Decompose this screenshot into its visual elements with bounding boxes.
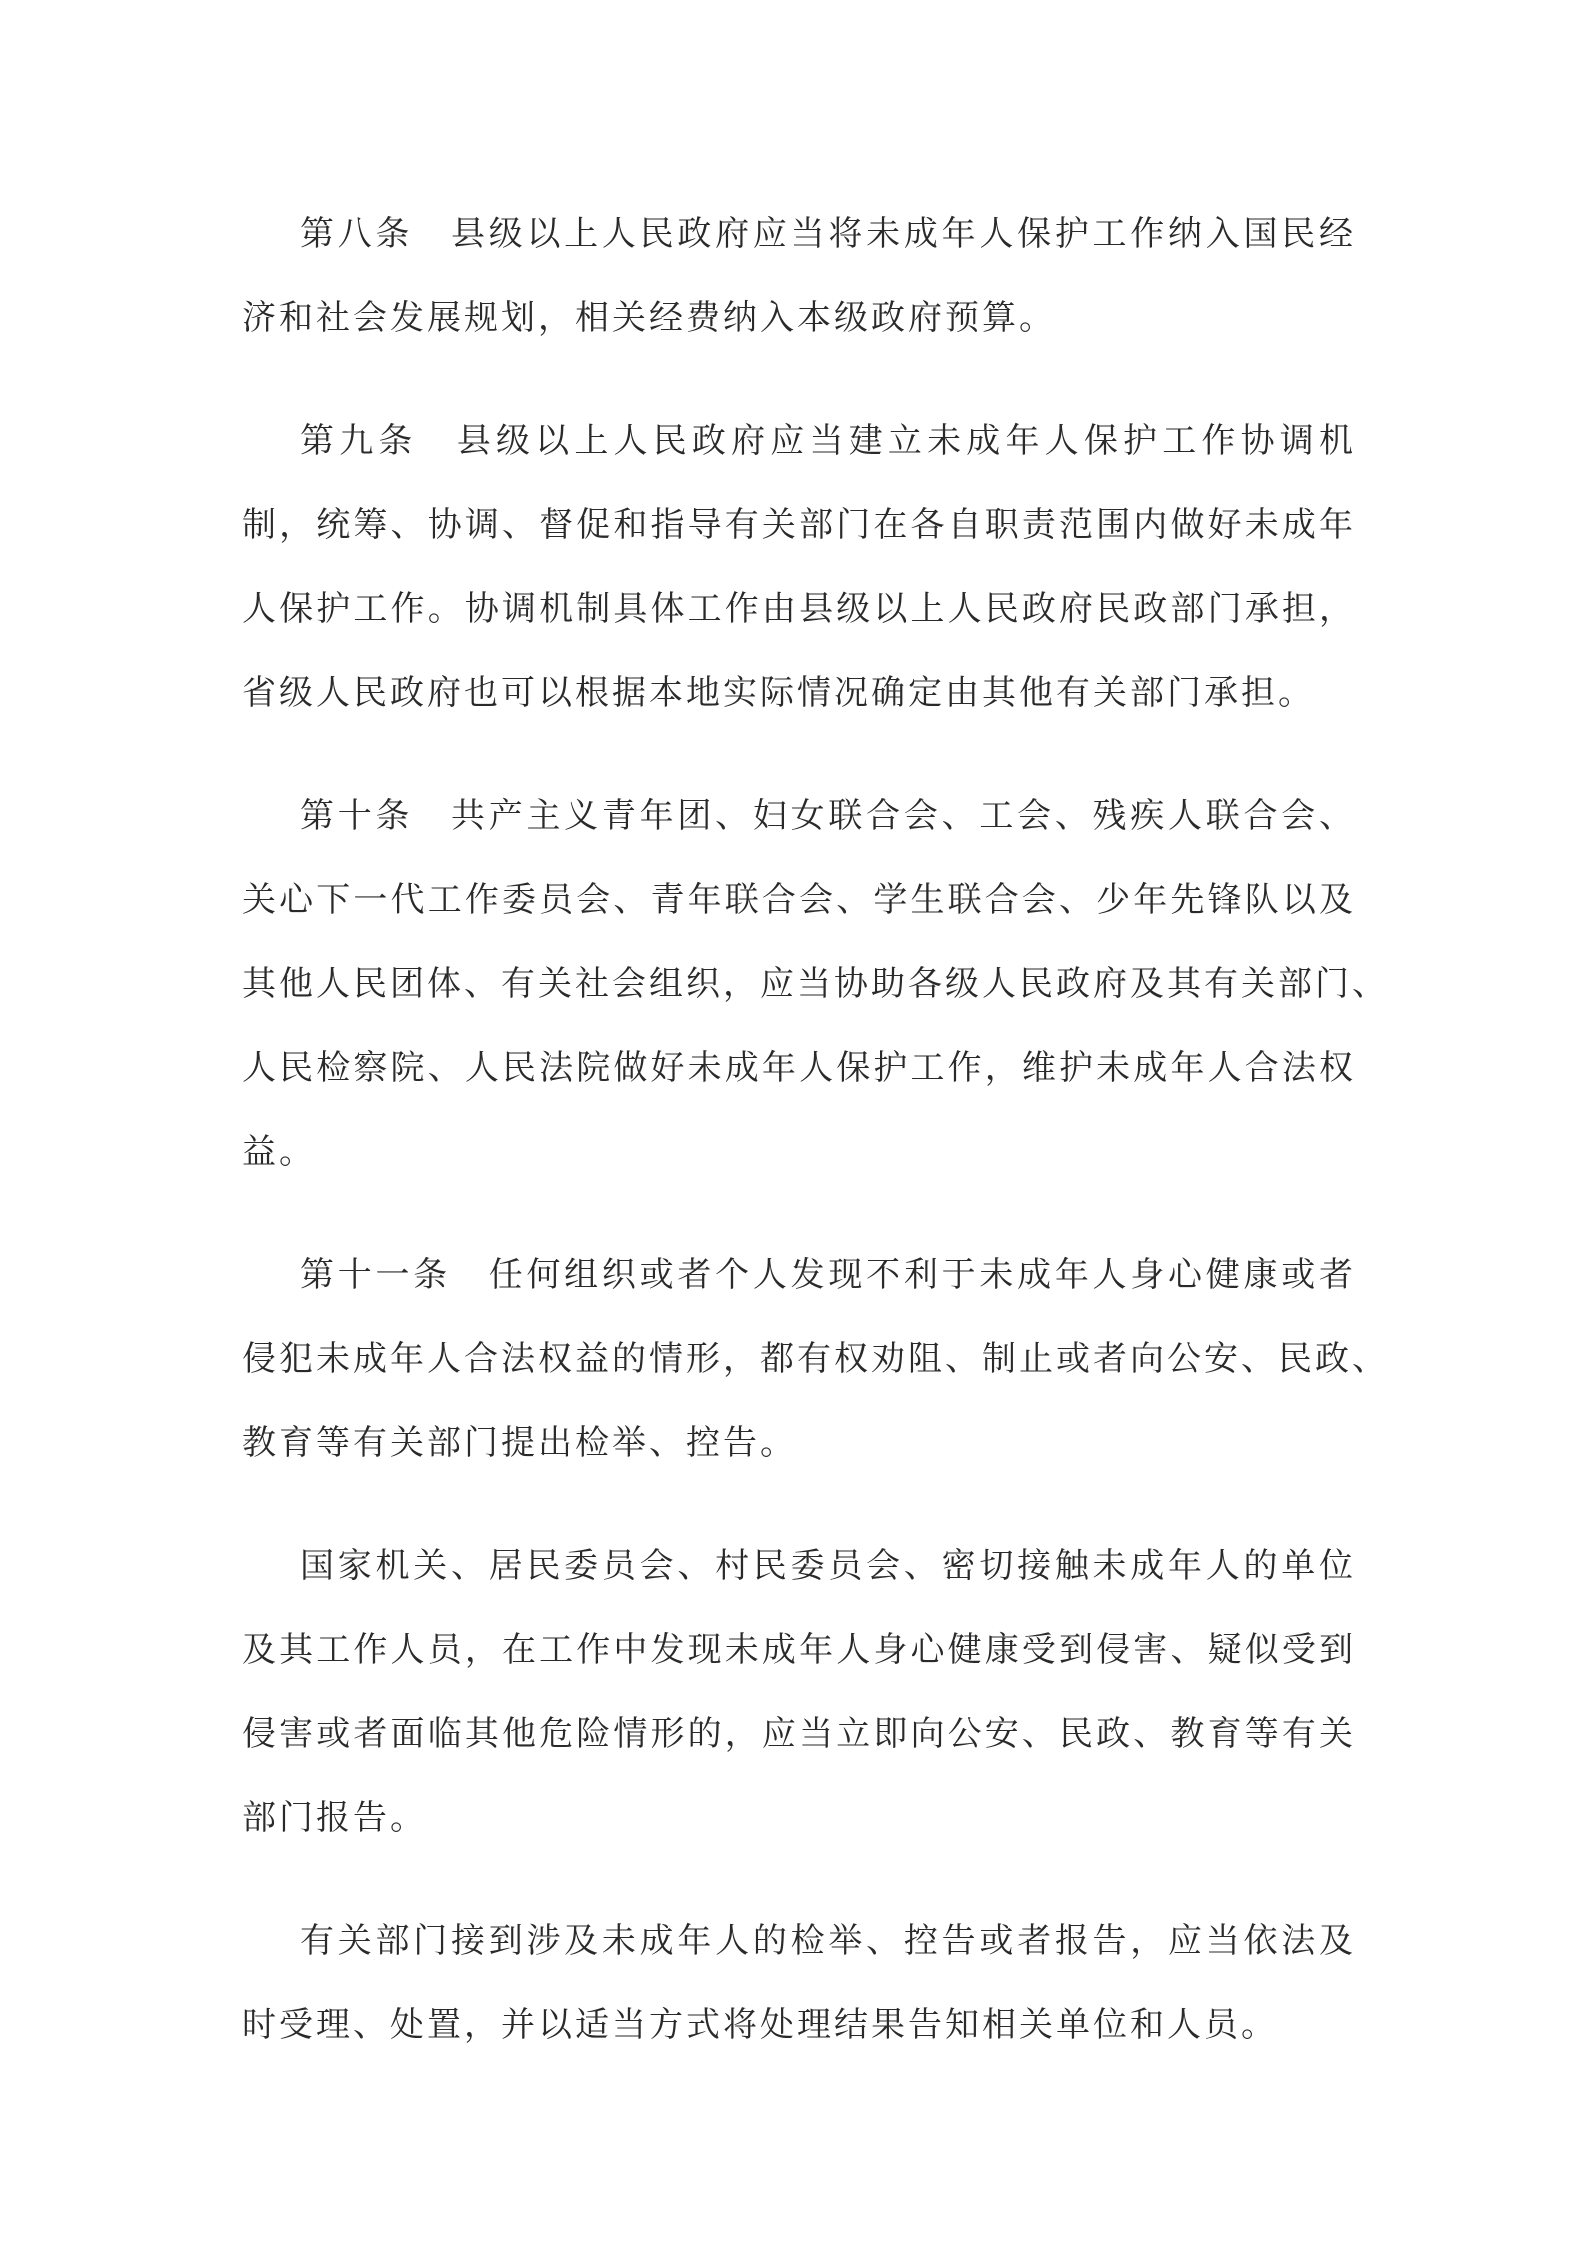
- paragraph: [242, 399, 1356, 735]
- text-line: 其他人民团体、有关社会组织，应当协助各级人民政府及其有关部门、: [242, 964, 1389, 1004]
- text-line: 第十条 共产主义青年团、妇女联合会、工会、残疾人联合会、: [300, 796, 1356, 836]
- paragraph: [242, 1233, 1389, 1485]
- text-line: 侵犯未成年人合法权益的情形，都有权劝阻、制止或者向公安、民政、: [242, 1339, 1389, 1379]
- text-line: 益。: [242, 1132, 316, 1172]
- text-line: 国家机关、居民委员会、村民委员会、密切接触未成年人的单位: [300, 1546, 1356, 1586]
- text-line: 时受理、处置，并以适当方式将处理结果告知相关单位和人员。: [242, 2005, 1278, 2045]
- text-line: 第十一条 任何组织或者个人发现不利于未成年人身心健康或者: [300, 1255, 1356, 1295]
- text-line: 关心下一代工作委员会、青年联合会、学生联合会、少年先锋队以及: [242, 880, 1356, 920]
- text-line: 第八条 县级以上人民政府应当将未成年人保护工作纳入国民经: [300, 214, 1356, 254]
- text-line: 侵害或者面临其他危险情形的，应当立即向公安、民政、教育等有关: [242, 1714, 1356, 1754]
- text-line: 人保护工作。协调机制具体工作由县级以上人民政府民政部门承担，: [242, 589, 1356, 629]
- text-line: 制，统筹、协调、督促和指导有关部门在各自职责范围内做好未成年: [242, 505, 1356, 545]
- text-line: 第九条 县级以上人民政府应当建立未成年人保护工作协调机: [300, 421, 1356, 461]
- text-line: 人民检察院、人民法院做好未成年人保护工作，维护未成年人合法权: [242, 1048, 1356, 1088]
- paragraph: [242, 192, 1356, 360]
- text-line: 省级人民政府也可以根据本地实际情况确定由其他有关部门承担。: [242, 673, 1315, 713]
- text-line: 济和社会发展规划，相关经费纳入本级政府预算。: [242, 298, 1056, 338]
- paragraph: [242, 774, 1389, 1194]
- text-line: 有关部门接到涉及未成年人的检举、控告或者报告，应当依法及: [300, 1921, 1356, 1961]
- text-line: 部门报告。: [242, 1798, 427, 1838]
- paragraph: [242, 1899, 1356, 2067]
- text-line: 及其工作人员，在工作中发现未成年人身心健康受到侵害、疑似受到: [242, 1630, 1356, 1670]
- paragraph: [242, 1524, 1356, 1860]
- text-line: 教育等有关部门提出检举、控告。: [242, 1423, 797, 1463]
- document-page: [242, 192, 1389, 2106]
